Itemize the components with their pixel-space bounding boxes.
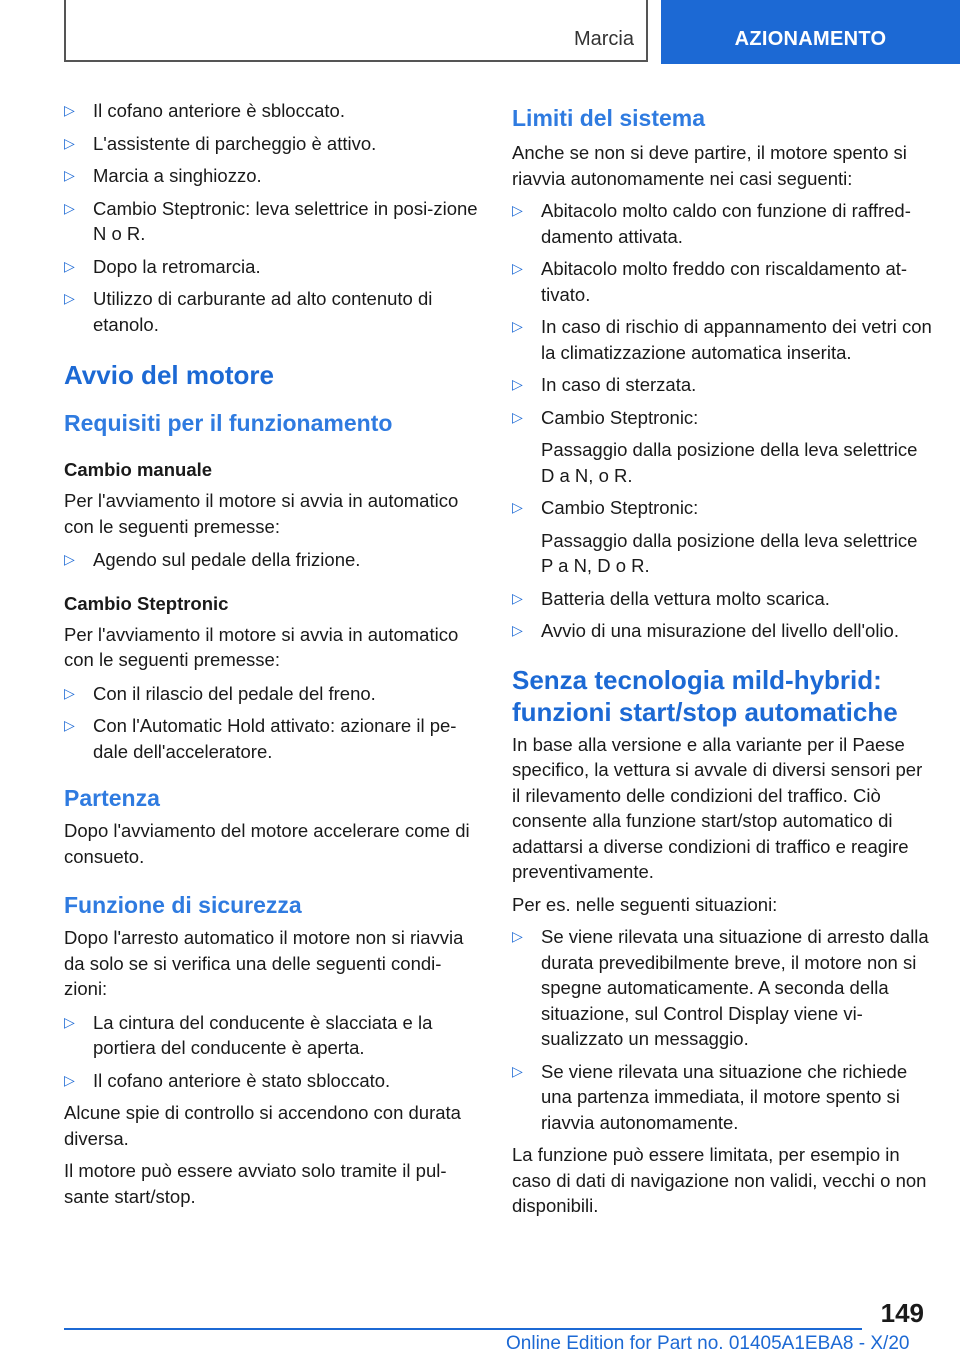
footer-divider <box>64 1328 862 1330</box>
list-item: ▷ Dopo la retromarcia. <box>64 254 480 280</box>
right-column <box>512 104 932 1219</box>
chapter-tab <box>661 0 960 64</box>
header-section-box <box>64 0 648 62</box>
paragraph-pulsante: Il motore può essere avviato solo tramite il pul‐sante start/stop. <box>64 1160 447 1207</box>
edition-note: Online Edition for Part no. 01405A1EBA8 - X/20 <box>506 1333 910 1354</box>
heading-limiti-sistema: Limiti del sistema <box>512 105 706 131</box>
list-item-detail: Passaggio dalla posizione della leva selettrice D a N, o R. <box>541 439 918 486</box>
heading-partenza: Partenza <box>64 785 160 811</box>
paragraph-base: In base alla versione e alla variante per il Paese specifico, la vettura si avvale di diversi sensori per il rilevamento delle condizioni del traffico. Ciò consente alla funzione start/stop automatico di adattarsi a diverse condizioni di traffico e reagire preventivamente. <box>512 733 923 882</box>
list-item: ▷ In caso di sterzata. <box>512 372 932 398</box>
list-item: ▷ Cambio Steptronic: Passaggio dalla posizione della leva selettrice P a N, D o R. <box>512 495 932 579</box>
situazioni-list <box>512 924 932 1135</box>
list-item: ▷ La cintura del conducente è slacciata e la portiera del conducente è aperta. <box>64 1011 433 1058</box>
sicurezza-list <box>64 1010 480 1094</box>
list-item: ▷ Agendo sul pedale della frizione. <box>64 547 480 573</box>
triangle-bullet-icon: ▷ <box>64 1013 75 1030</box>
triangle-bullet-icon: ▷ <box>512 499 523 515</box>
heading-requisiti: Requisiti per il funzionamento <box>64 410 393 436</box>
triangle-bullet-icon: ▷ <box>64 257 75 274</box>
list-item: ▷ Se viene rilevata una situazione di arresto dalla durata prevedibilmente breve, il motore non si spegne automaticamente. A seconda della situazione, sul Control Display viene vi‐sualizzato un messaggio. <box>512 926 929 1049</box>
paragraph-spie: Alcune spie di controllo si accendono con durata diversa. <box>64 1102 461 1149</box>
manuale-list <box>64 547 480 573</box>
list-item: ▷ Avvio di una misurazione del livello dell'olio. <box>512 618 932 644</box>
list-item: ▷ Abitacolo molto caldo con funzione di raffred‐damento attivata. <box>512 200 911 247</box>
triangle-bullet-icon: ▷ <box>64 684 75 701</box>
triangle-bullet-icon: ▷ <box>512 260 523 276</box>
list-item: ▷ Se viene rilevata una situazione che richiede una partenza immediata, il motore spento si riavvia autonomamente. <box>512 1060 908 1133</box>
paragraph-limitata: La funzione può essere limitata, per esempio in caso di dati di navigazione non validi, vecchi o non disponibili. <box>512 1144 927 1216</box>
triangle-bullet-icon: ▷ <box>64 134 75 151</box>
list-item: ▷ Con l'Automatic Hold attivato: azionare il pe‐dale dell'acceleratore. <box>64 715 457 762</box>
paragraph-partenza: Dopo l'avviamento del motore accelerare come di consueto. <box>64 820 470 867</box>
list-item: ▷ Il cofano anteriore è stato sbloccato. <box>64 1068 480 1094</box>
triangle-bullet-icon: ▷ <box>512 1062 523 1079</box>
list-item: ▷ Batteria della vettura molto scarica. <box>512 586 932 612</box>
triangle-bullet-icon: ▷ <box>512 376 523 392</box>
triangle-bullet-icon: ▷ <box>512 589 523 606</box>
triangle-bullet-icon: ▷ <box>512 408 523 425</box>
list-item: ▷ Abitacolo molto freddo con riscaldamento at‐tivato. <box>512 258 908 305</box>
section-label: Marcia <box>573 28 634 50</box>
list-item: ▷ Cambio Steptronic: leva selettrice in posi‐zione N o R. <box>64 197 478 244</box>
paragraph-manuale: Per l'avviamento il motore si avvia in automatico con le seguenti premesse: <box>64 490 459 537</box>
list-item: ▷ Il cofano anteriore è sbloccato. <box>64 98 480 124</box>
list-item: ▷ L'assistente di parcheggio è attivo. <box>64 131 480 157</box>
heading-funzione-sicurezza: Funzione di sicurezza <box>64 892 302 918</box>
heading-avvio-motore: Avvio del motore <box>64 360 274 390</box>
list-item: ▷ Con il rilascio del pedale del freno. <box>64 681 480 707</box>
page-header <box>0 0 960 66</box>
triangle-bullet-icon: ▷ <box>64 717 75 733</box>
triangle-bullet-icon: ▷ <box>64 290 75 306</box>
list-item: ▷ Cambio Steptronic: Passaggio dalla posizione della leva selettrice D a N, o R. <box>512 405 932 489</box>
list-item: ▷ Utilizzo di carburante ad alto contenuto di etanolo. <box>64 288 433 335</box>
triangle-bullet-icon: ▷ <box>64 199 75 216</box>
steptronic-list <box>64 681 480 765</box>
heading-cambio-steptronic: Cambio Steptronic <box>64 592 229 614</box>
left-column <box>64 98 480 1209</box>
triangle-bullet-icon: ▷ <box>512 928 523 944</box>
triangle-bullet-icon: ▷ <box>512 622 523 638</box>
list-item: ▷ Marcia a singhiozzo. <box>64 163 480 189</box>
triangle-bullet-icon: ▷ <box>64 551 75 567</box>
paragraph-sicurezza: Dopo l'arresto automatico il motore non si riavvia da solo se si verifica una delle seguenti condi‐zioni: <box>64 927 464 999</box>
chapter-label: AZIONAMENTO <box>734 28 887 50</box>
triangle-bullet-icon: ▷ <box>64 1071 75 1088</box>
heading-cambio-manuale: Cambio manuale <box>64 459 213 480</box>
paragraph-steptronic: Per l'avviamento il motore si avvia in automatico con le seguenti premesse: <box>64 623 459 670</box>
triangle-bullet-icon: ▷ <box>64 102 75 118</box>
triangle-bullet-icon: ▷ <box>512 202 523 218</box>
list-item: ▷ In caso di rischio di appannamento dei vetri con la climatizzazione automatica inserita. <box>512 316 932 363</box>
page-number: 149 <box>880 1298 924 1328</box>
list-item-detail: Passaggio dalla posizione della leva selettrice P a N, D o R. <box>541 529 918 576</box>
paragraph-limiti: Anche se non si deve partire, il motore spento si riavvia autonomamente nei casi seguenti: <box>512 142 907 189</box>
paragraph-per-es: Per es. nelle seguenti situazioni: <box>512 893 778 915</box>
heading-senza-mild-hybrid: Senza tecnologia mild-hybrid: funzioni start/stop automatiche <box>512 664 898 727</box>
limiti-list <box>512 198 932 644</box>
triangle-bullet-icon: ▷ <box>64 167 75 183</box>
triangle-bullet-icon: ▷ <box>512 318 523 334</box>
condition-list <box>64 98 480 337</box>
